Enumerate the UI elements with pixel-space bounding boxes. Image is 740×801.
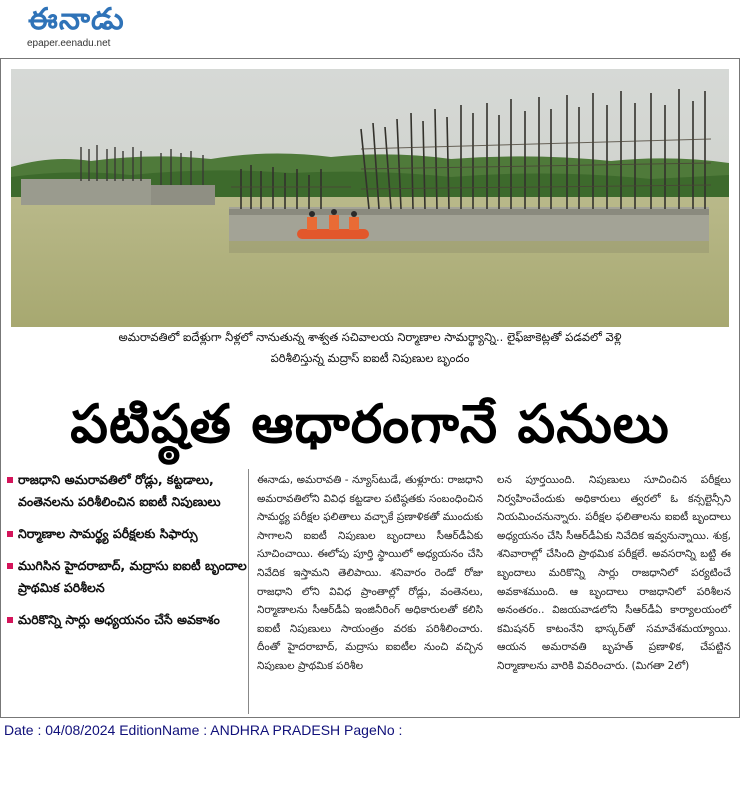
construction-site-flooded-photo-icon xyxy=(11,69,729,327)
bullet-icon xyxy=(7,477,13,483)
highlight-text: మరికొన్ని సార్లు అధ్యయనం చేసే అవకాశం xyxy=(18,612,220,627)
highlight-item xyxy=(7,555,247,599)
caption-line-1: అమరావతిలో ఐదేళ్లుగా నీళ్లలో నానుతున్న శాశ్వత సచివాలయ నిర్మాణాల సామర్థ్యాన్ని.. లైఫ్‌జాకెట్లతో పడవలో వెళ్లి xyxy=(118,330,622,344)
photo-caption xyxy=(1,327,739,382)
news-article xyxy=(0,58,740,718)
headline[interactable]: పటిష్ఠత ఆధారంగానే పనులు xyxy=(70,394,670,455)
highlight-text: ముగిసిన హైదరాబాద్, మద్రాసు ఐఐటీ బృందాల ప్రాథమిక పరిశీలన xyxy=(18,558,247,595)
bullet-icon xyxy=(7,617,13,623)
highlight-text: నిర్మాణాల సామర్థ్య పరీక్షలకు సిఫార్సు xyxy=(18,526,198,541)
body-column-1: ఈనాడు, అమరావతి - న్యూస్‌టుడే, తుళ్లూరు: రాజధాని అమరావతిలోని వివిధ కట్టడాల పటిష్ఠతకు సంబంధించిన సామర్థ్య పరీక్షల ఫలితాలు వచ్చాకే ప్రణాళికతో ముందుకు సాగాలని ఐఐటీ నిపుణుల బృందాలు సీఆర్‌డీఏకు సూచించాయి. ఈలోపు పూర్తి స్థాయిలో అధ్యయనం చేసి నివేదిక ఇస్తామని తెలిపాయి. శనివారం రెండో రోజు రాజధాని లోని వివిధ ప్రాంతాల్లో రోడ్లు, వంతెనలు, నిర్మాణాలను సీఆర్‌డీఏ ఇంజినీరింగ్ అధికారులతో కలిసి ఐఐటీ నిపుణులు సాయంత్రం వరకు పరిశీలించారు. దీంతో హైదరాబాద్, మద్రాసు ఐఐటీల నుంచి వచ్చిన నిపుణుల ప్రాథమిక పరిశీల xyxy=(257,474,483,672)
eenadu-logo[interactable]: ఈనాడు xyxy=(28,2,125,37)
logo-url[interactable]: epaper.eenadu.net xyxy=(27,38,111,49)
body-column-2: లన పూర్తయింది. నిపుణులు సూచించిన పరీక్షలు నిర్వహించేందుకు అధికారులు త్వరలో ఓ కన్సల్టెన్సీని నియమించనున్నారు. పరీక్షల ఫలితాలను ఐఐటీ బృందాలు అధ్యయనం చేసి సీఆర్‌డీఏకు నివేదిక ఇవ్వనున్నాయి. శుక్ర, శనివారాల్లో చేసింది ప్రాథమిక పరీక్షలే. అవసరాన్ని బట్టి ఈ బృందాలు మరికొన్ని సార్లు రాజధానిలో పర్యటించే అవకాశముంది. ఆ బృందాలు రాజధానిలో పరిశీలన అనంతరం.. విజయవాడలోని సీఆర్‌డీఏ కార్యాలయంలో కమిషనర్ కాటంనేని భాస్కర్‌తో సమావేశమయ్యాయి. ఆయన అమరావతి బృహత్ ప్రణాళిక, చేపట్టిన నిర్మాణాలను వారికి వివరించారు. (మిగతా 2లో) xyxy=(497,474,731,672)
column-divider xyxy=(248,469,249,714)
masthead xyxy=(0,0,740,58)
highlight-item xyxy=(7,523,247,545)
bullet-icon xyxy=(7,531,13,537)
highlight-item xyxy=(7,609,247,631)
bullet-icon xyxy=(7,563,13,569)
news-photo xyxy=(11,69,729,327)
edition-footer: Date : 04/08/2024 EditionName : ANDHRA PRADESH PageNo : xyxy=(4,722,403,738)
highlights-list xyxy=(7,469,247,641)
highlight-text: రాజధాని అమరావతిలో రోడ్లు, కట్టడాలు, వంతెనలను పరిశీలించిన ఐఐటీ నిపుణులు xyxy=(18,472,221,509)
caption-line-2: పరిశీలిస్తున్న మద్రాస్ ఐఐటీ నిపుణుల బృందం xyxy=(270,351,470,365)
highlight-item xyxy=(7,469,247,513)
